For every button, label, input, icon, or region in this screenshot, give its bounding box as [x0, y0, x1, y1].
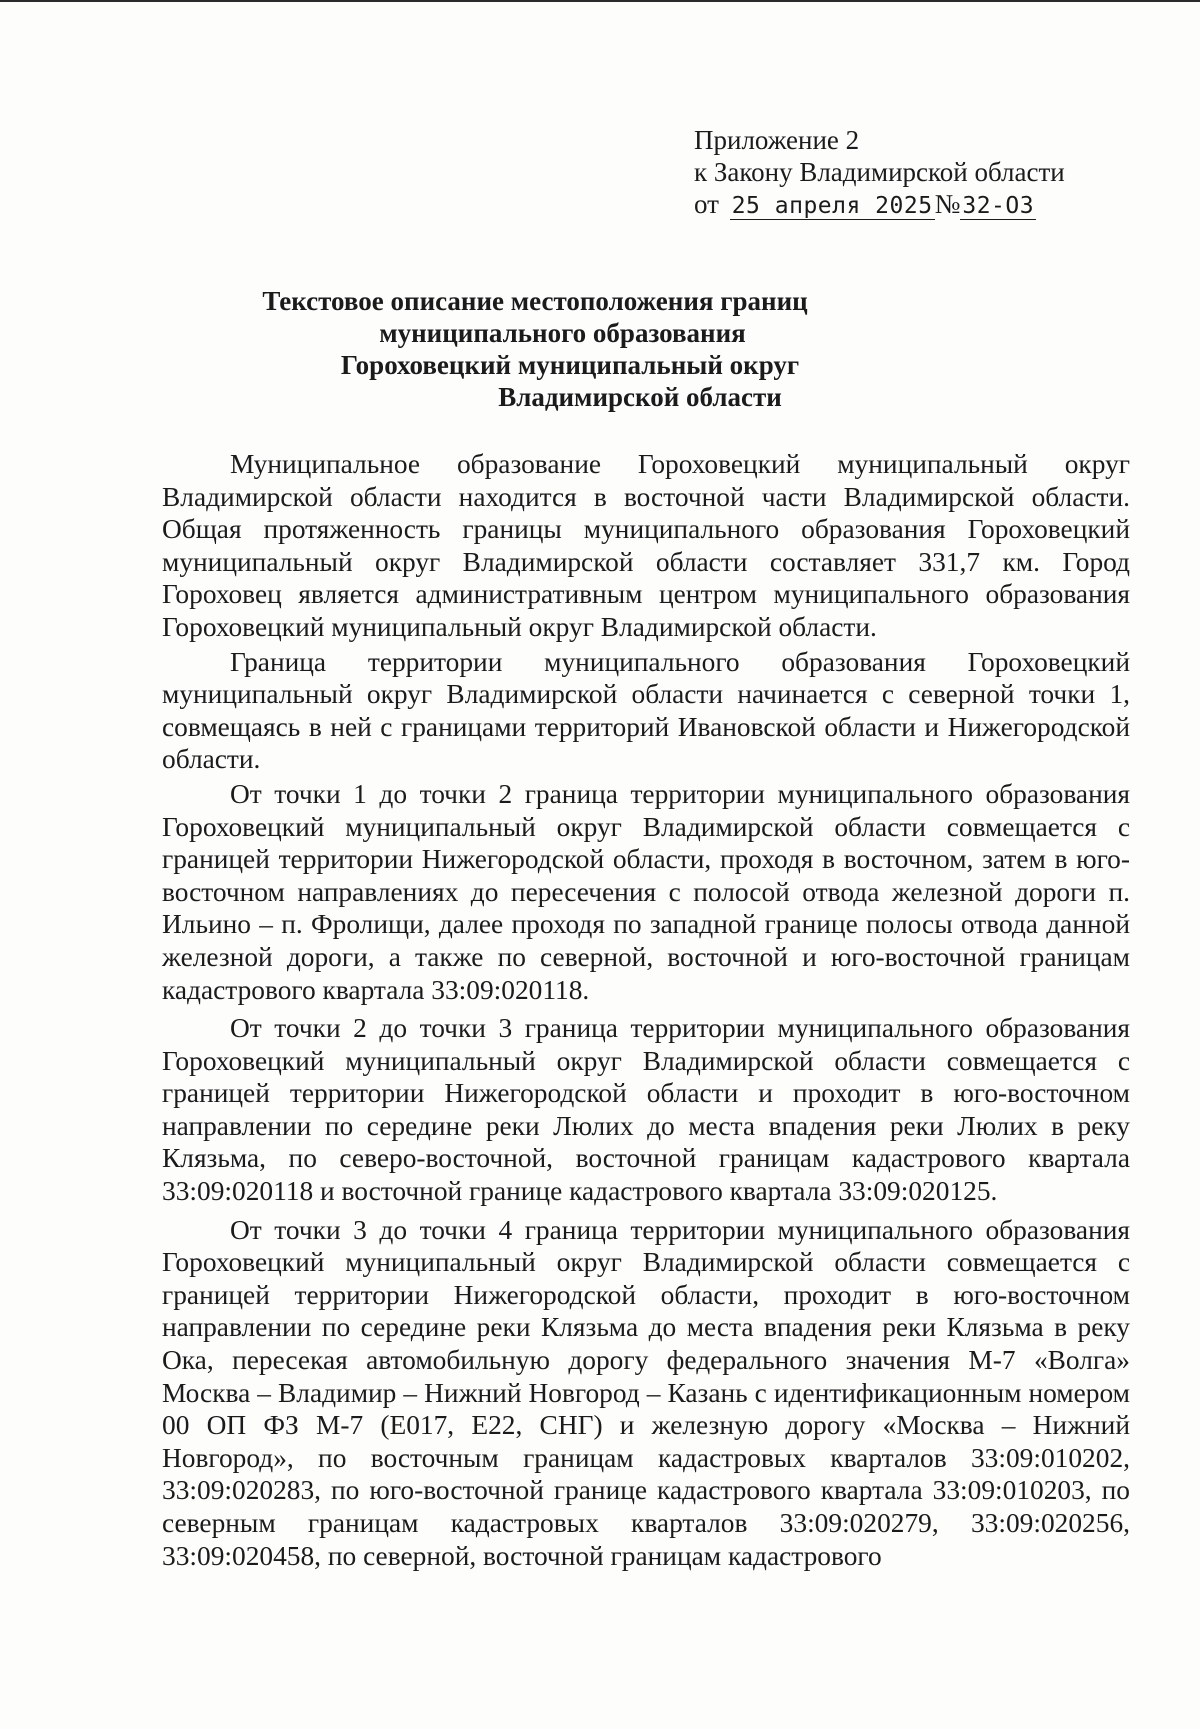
- paragraph-overview: Муниципальное образование Гороховецкий муниципальный округ Владимирской области находится в восточной части Владимирской области. Общая протяженность границы муниципального образования Гороховецкий муниципальный округ Владимирской области составляет 331,7 км. Город Гороховец является административным центром муниципального образования Гороховецкий муниципальный округ Владимирской области.: [162, 449, 1130, 642]
- title-line-1: Текстовое описание местоположения границ: [262, 286, 808, 316]
- handwritten-law-number: 32-ОЗ: [962, 193, 1035, 219]
- appendix-law-ref: к Закону Владимирской области: [694, 157, 1065, 187]
- title-line-2: муниципального образования: [379, 318, 746, 348]
- from-label: от: [694, 189, 719, 219]
- appendix-title: Приложение 2: [694, 125, 860, 155]
- document-title: [150, 285, 1050, 413]
- page-top-edge: [0, 0, 1200, 2]
- number-sign: №: [934, 189, 961, 219]
- title-line-3: Гороховецкий муниципальный округ: [340, 350, 800, 380]
- document-body: [162, 448, 1130, 1574]
- appendix-date-line: [694, 188, 1065, 222]
- paragraph-start-point: Граница территории муниципального образования Гороховецкий муниципальный округ Владимирской области начинается с северной точки 1, совмещаясь в ней с границами территорий Ивановской области и Нижегородской области.: [162, 646, 1130, 775]
- appendix-header: [694, 124, 1065, 222]
- paragraph-point-2-3: От точки 2 до точки 3 граница территории муниципального образования Гороховецкий муниципальный округ Владимирской области совмещается с границей территории Нижегородской области и проходит в юго-восточном направлении по середине реки Люлих до места впадения реки Люлих в реку Клязьма, по северо-восточной, восточной границам кадастрового квартала 33:09:020118 и восточной границе кадастрового квартала 33:09:020125.: [162, 1013, 1130, 1207]
- handwritten-date: 25 апреля 2025: [731, 193, 933, 219]
- paragraph-point-3-4: От точки 3 до точки 4 граница территории муниципального образования Гороховецкий муниципальный округ Владимирской области совмещается с границей территории Нижегородской области, проходит в юго-восточном направлении по середине реки Клязьма до места впадения реки Клязьма в реку Ока, пересекая автомобильную дорогу федерального значения М-7 «Волга» Москва – Владимир – Нижний Новгород – Казань с идентификационным номером 00 ОП ФЗ М-7 (Е017, Е22, СНГ) и железную дорогу «Москва – Нижний Новгород», по восточным границам кадастровых кварталов 33:09:010202, 33:09:020283, по юго-восточной границе кадастрового квартала 33:09:010203, по северным границам кадастровых кварталов 33:09:020279, 33:09:020256, 33:09:020458, по северной, восточной границам кадастрового: [162, 1214, 1130, 1571]
- title-line-4: Владимирской области: [498, 382, 782, 412]
- paragraph-point-1-2: От точки 1 до точки 2 граница территории муниципального образования Гороховецкий муниципальный округ Владимирской области совмещается с границей территории Нижегородской области, проходя в восточном, затем в юго-восточном направлениях до пересечения с полосой отвода железной дороги п. Ильино – п. Фролищи, далее проходя по западной границе полосы отвода данной железной дороги, а также по северной, восточной и юго-восточной границам кадастрового квартала 33:09:020118.: [162, 778, 1130, 1005]
